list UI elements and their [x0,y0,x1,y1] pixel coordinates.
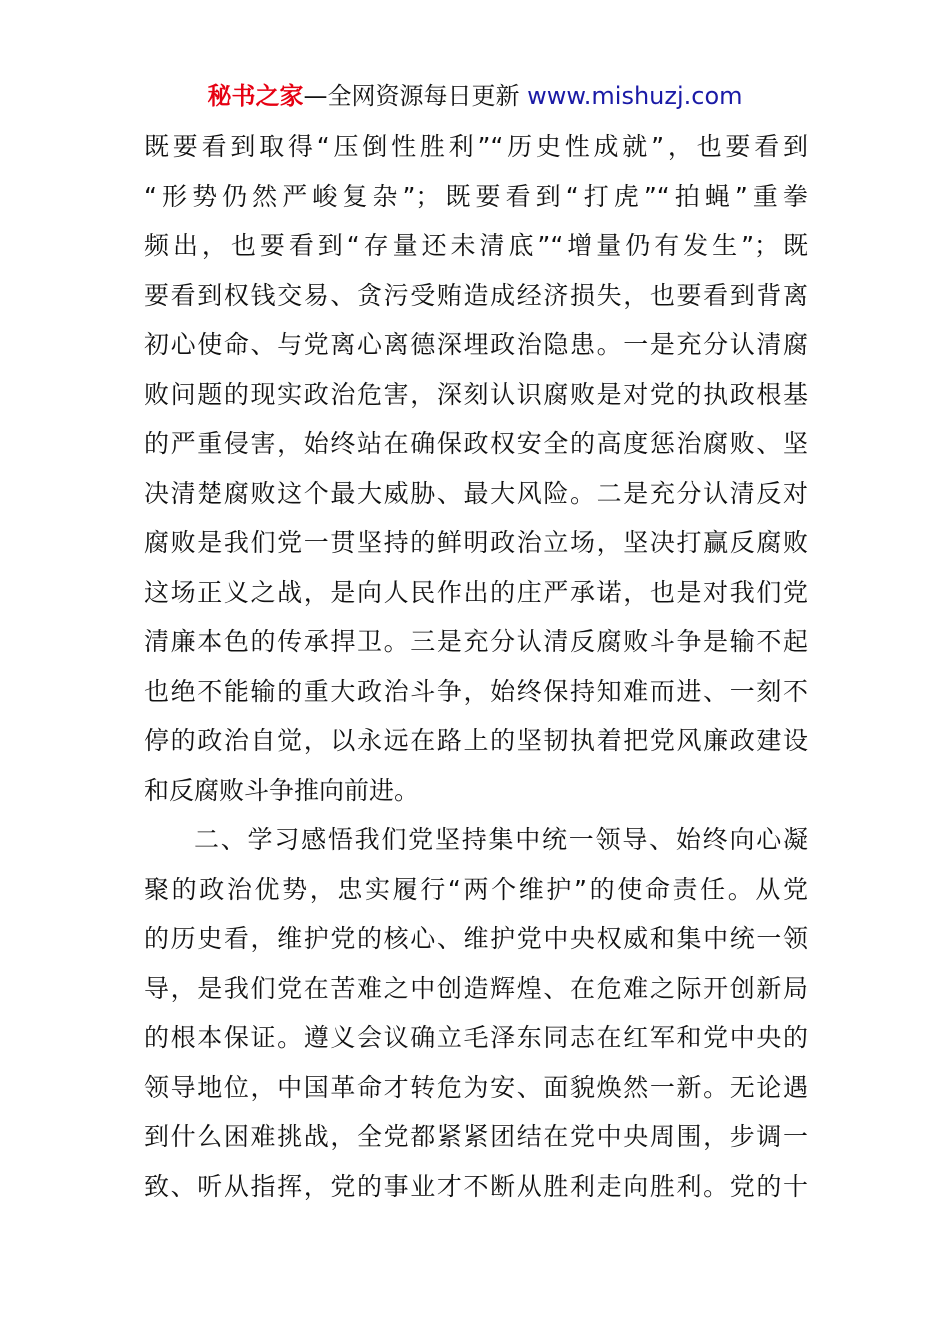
text-line: 到什么困难挑战，全党都紧紧团结在党中央周围，步调一 [144,1122,808,1151]
text-line: 决清楚腐败这个最大威胁、最大风险。二是充分认清反对 [144,478,808,508]
text-line: 败问题的现实政治危害，深刻认识腐败是对党的执政根基 [144,379,808,409]
text-line: 二、学习感悟我们党坚持集中统一领导、始终向心凝 [194,825,808,854]
document-body [144,122,808,1211]
text-line: 致、听从指挥，党的事业才不断从胜利走向胜利。党的十 [144,1171,808,1201]
text-line: “形势仍然严峻复杂”；既要看到“打虎”“拍蝇”重拳 [144,181,808,211]
text-line: 的历史看，维护党的核心、维护党中央权威和集中统一领 [144,924,808,953]
text-line: 领导地位，中国革命才转危为安、面貌焕然一新。无论遇 [144,1072,808,1102]
paragraph-1 [144,122,808,815]
site-header [0,80,950,112]
text-line: 和反腐败斗争推向前进。 [144,775,420,805]
text-line: 既要看到取得“压倒性胜利”“历史性成就”，也要看到 [144,132,808,161]
text-line: 初心使命、与党离心离德深埋政治隐患。一是充分认清腐 [144,330,808,359]
text-line: 导，是我们党在苦难之中创造辉煌、在危难之际开创新局 [144,973,808,1003]
paragraph-2 [144,815,808,1211]
site-tagline: —全网资源每日更新 [303,82,520,110]
site-brand: 秘书之家 [207,82,304,110]
site-url-link[interactable]: www.mishuzj.com [527,82,743,110]
text-line: 也绝不能输的重大政治斗争，始终保持知难而进、一刻不 [144,676,808,706]
text-line: 要看到权钱交易、贪污受贿造成经济损失，也要看到背离 [144,280,808,310]
text-line: 频出，也要看到“存量还未清底”“增量仍有发生”；既 [144,231,808,260]
text-line: 聚的政治优势，忠实履行“两个维护”的使命责任。从党 [144,874,808,904]
text-line: 清廉本色的传承捍卫。三是充分认清反腐败斗争是输不起 [144,627,808,656]
text-line: 停的政治自觉，以永远在路上的坚韧执着把党风廉政建设 [144,726,808,755]
text-line: 腐败是我们党一贯坚持的鲜明政治立场，坚决打赢反腐败 [144,528,808,557]
text-line: 的根本保证。遵义会议确立毛泽东同志在红军和党中央的 [144,1023,808,1052]
text-line: 的严重侵害，始终站在确保政权安全的高度惩治腐败、坚 [144,429,808,458]
text-line: 这场正义之战，是向人民作出的庄严承诺，也是对我们党 [144,577,808,607]
